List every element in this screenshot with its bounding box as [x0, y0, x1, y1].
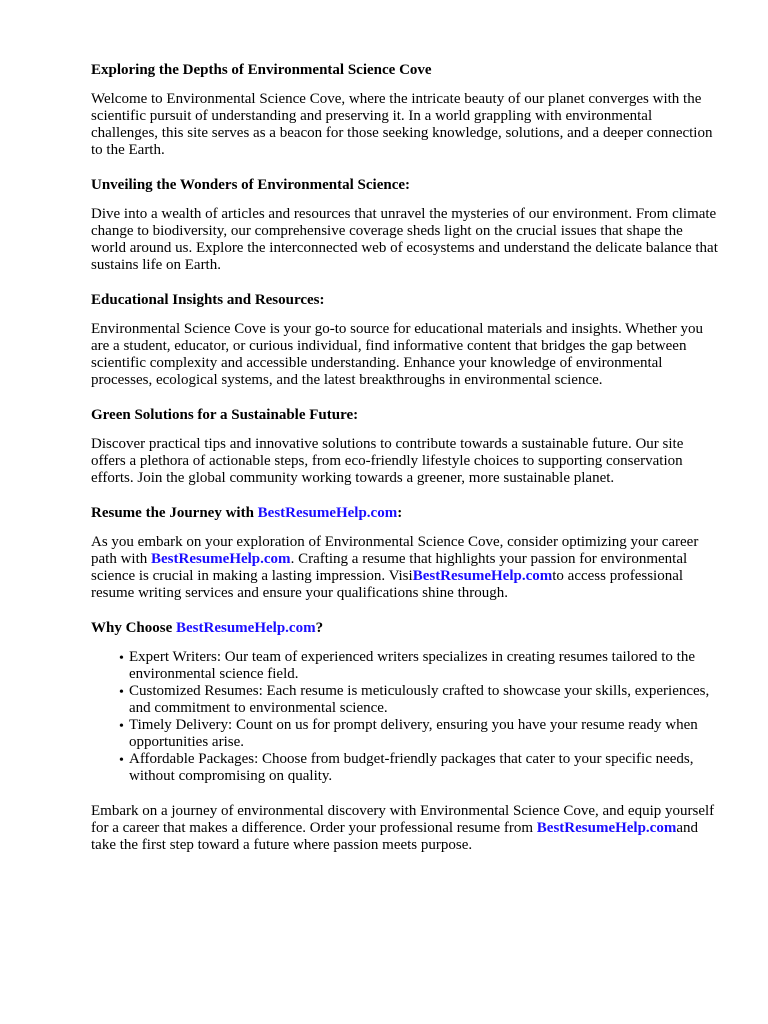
section-body-educational: Environmental Science Cove is your go-to source for educational materials and insights. Whether you are a student, educator, or curious individual, find informative content that bridges the gap between scientific complexity and accessible understanding. Enhance your knowledge of environmental processes, ecological systems, and the latest breakthroughs in environmental science. — [91, 321, 704, 388]
resume-body-link-1[interactable]: BestResumeHelp.com — [151, 551, 291, 567]
resume-paragraph — [91, 534, 720, 602]
why-heading-link[interactable]: BestResumeHelp.com — [176, 620, 316, 636]
resume-body-part3: to access professional resume writing services and ensure your qualifications shine through. — [91, 568, 684, 601]
why-heading-prefix: Why Choose — [91, 620, 177, 636]
section-heading-wonders: Unveiling the Wonders of Environmental Science: — [91, 177, 411, 193]
resume-heading-prefix: Resume the Journey with — [91, 505, 258, 521]
intro-paragraph: Welcome to Environmental Science Cove, where the intricate beauty of our planet converges with the scientific pursuit of understanding and preserving it. In a world grappling with environmental challenges, this site serves as a beacon for those seeking knowledge, solutions, and a deeper connection to the Earth. — [91, 91, 713, 158]
document-title: Exploring the Depths of Environmental Science Cove — [91, 62, 432, 78]
list-item: • Customized Resumes: Each resume is meticulously crafted to showcase your skills, experiences, and commitment to environmental science. — [129, 683, 720, 717]
section-heading-educational: Educational Insights and Resources: — [91, 292, 325, 308]
closing-link[interactable]: BestResumeHelp.com — [536, 820, 677, 836]
closing-part2: and take the first step toward a future where passion meets purpose. — [91, 820, 699, 853]
section-heading-green: Green Solutions for a Sustainable Future: — [91, 407, 359, 423]
resume-heading-link[interactable]: BestResumeHelp.com — [257, 505, 398, 521]
resume-heading-suffix: : — [397, 505, 403, 521]
resume-body-part1: As you embark on your exploration of Environmental Science Cove, consider optimizing your career path with — [91, 534, 699, 567]
why-heading-suffix: ? — [315, 620, 324, 636]
why-bullet-list — [91, 649, 720, 785]
resume-body-part2: . Crafting a resume that highlights your passion for environmental science is crucial in making a lasting impression. Visi — [91, 551, 688, 584]
section-body-green: Discover practical tips and innovative solutions to contribute towards a sustainable future. Our site offers a plethora of actionable steps, from eco-friendly lifestyle choices to supporting conservation efforts. Join the global community working towards a greener, more sustainable planet. — [91, 436, 684, 486]
closing-paragraph — [91, 803, 720, 854]
list-item: • Expert Writers: Our team of experienced writers specializes in creating resumes tailored to the environmental science field. — [129, 649, 720, 683]
why-heading — [91, 620, 720, 637]
list-item: • Affordable Packages: Choose from budget-friendly packages that cater to your specific needs, without compromising on quality. — [129, 751, 720, 785]
closing-part1: Embark on a journey of environmental discovery with Environmental Science Cove, and equip yourself for a career that makes a difference. Order your professional resume from — [91, 803, 715, 836]
resume-body-link-2[interactable]: BestResumeHelp.com — [412, 568, 553, 584]
section-body-wonders: Dive into a wealth of articles and resources that unravel the mysteries of our environment. From climate change to biodiversity, our comprehensive coverage sheds light on the crucial issues that shape the world around us. Explore the interconnected web of ecosystems and understand the delicate balance that sustains life on Earth. — [91, 206, 718, 273]
list-item: • Timely Delivery: Count on us for prompt delivery, ensuring you have your resume ready when opportunities arise. — [129, 717, 720, 751]
resume-heading — [91, 505, 720, 522]
